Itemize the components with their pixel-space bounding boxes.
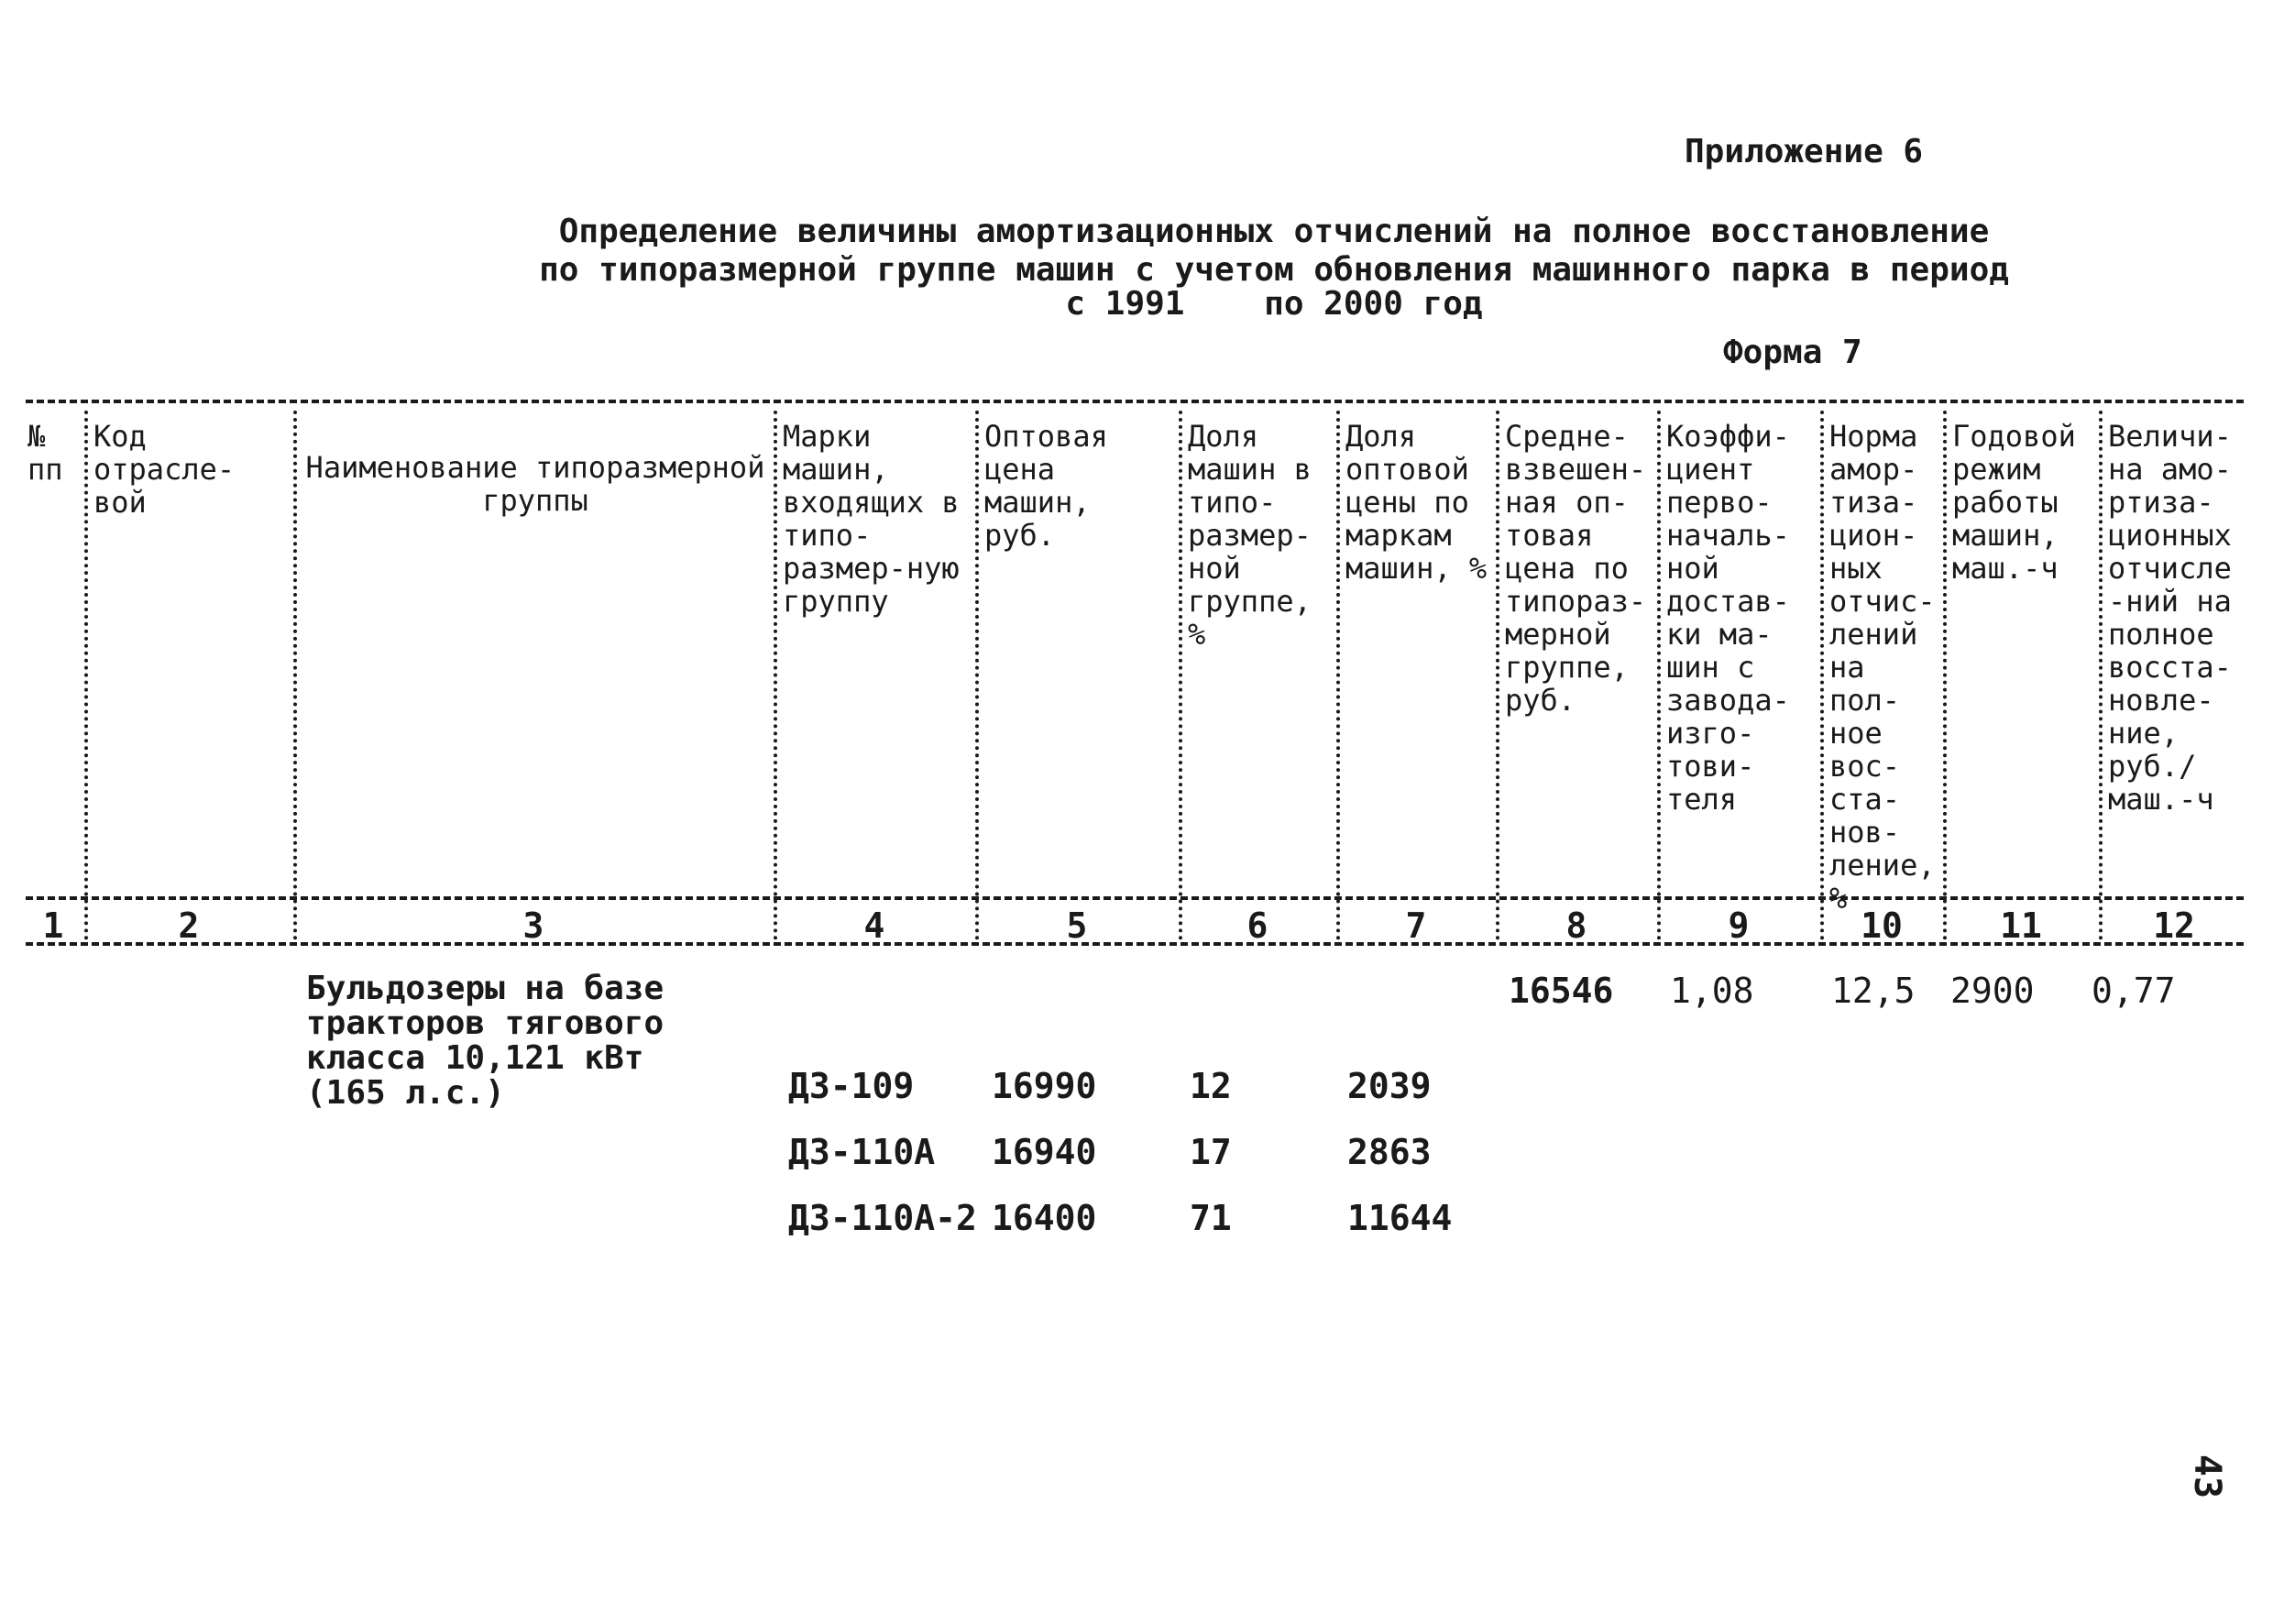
doc-title-line-1: Определение величины амортизационных отчислений на полное восстановление [558,213,1990,250]
column-number-11: 11 [2000,905,2042,946]
column-number-7: 7 [1405,905,1427,946]
machine-share: 71 [1190,1198,1232,1238]
column-separator [1496,411,1499,940]
machine-price-share: 2039 [1347,1066,1432,1106]
doc-title-line-3: с 1991 по 2000 год [1065,285,1483,323]
column-header-6: Доля машин в типо-размер-ной группе, % [1188,419,1312,652]
column-header-5: Оптовая цена машин, руб. [984,419,1108,553]
annual-hours: 2900 [1950,971,2035,1011]
column-separator [774,411,777,940]
machine-brand: ДЗ-110А [788,1132,936,1172]
column-header-2: Код отрасле-вой [93,419,236,520]
table-top-rule [26,400,2244,403]
column-separator [293,411,297,940]
machine-price: 16400 [992,1198,1097,1238]
machine-share: 12 [1190,1066,1232,1106]
column-header-11: Годовой режим работы машин, маш.-ч [1952,419,2076,586]
column-number-9: 9 [1728,905,1750,946]
column-separator [1820,411,1824,940]
doc-title-line-2: по типоразмерной группе машин с учетом обновления машинного парка в период [539,251,2009,289]
column-number-5: 5 [1066,905,1088,946]
machine-brand: ДЗ-110А-2 [788,1198,977,1238]
column-separator [84,411,88,940]
column-header-12: Величи-на амо-ртиза-ционных отчисле-ний на полное восста-новле-ние, руб./маш.-ч [2108,419,2232,817]
column-number-4: 4 [863,905,885,946]
weighted-price: 16546 [1509,971,1614,1011]
column-header-9: Коэффи-циент перво-началь-ной достав-ки ма-шин с завода-изго-тови-теля [1666,419,1790,817]
column-number-8: 8 [1565,905,1587,946]
form-label: Форма 7 [1723,334,1862,371]
delivery-coefficient: 1,08 [1670,971,1754,1011]
group-name: Бульдозеры на базе тракторов тягового класса 10,121 кВт (165 л.с.) [306,970,664,1112]
column-separator [1943,411,1947,940]
column-header-7: Доля оптовой цены по маркам машин, % [1345,419,1488,586]
machine-price-share: 11644 [1347,1198,1453,1238]
column-separator [975,411,979,940]
column-header-8: Средне-взвешен-ная оп-товая цена по типораз-мерной группе, руб. [1505,419,1647,718]
column-number-12: 12 [2153,905,2195,946]
machine-brand: ДЗ-109 [788,1066,915,1106]
column-header-10: Норма амор-тиза-цион-ных отчис-лений на пол-ное вос-ста-нов-ление, % [1829,419,1936,916]
appendix-label: Приложение 6 [1685,133,1924,170]
column-header-3: Наименование типоразмерной группы [305,450,765,518]
column-separator [2099,411,2103,940]
column-separator [1657,411,1661,940]
page-number: 43 [2186,1454,2229,1499]
amortization-rate: 12,5 [1831,971,1916,1011]
machine-price: 16990 [992,1066,1097,1106]
column-header-4: Марки машин, входящих в типо-размер-ную группу [783,419,960,619]
column-separator [1336,411,1340,940]
column-number-2: 2 [178,905,200,946]
machine-price: 16940 [992,1132,1097,1172]
column-header-1: № пп [27,419,63,487]
column-number-6: 6 [1246,905,1268,946]
column-number-1: 1 [42,905,64,946]
machine-share: 17 [1190,1132,1232,1172]
column-number-10: 10 [1861,905,1903,946]
amortization-value: 0,77 [2092,971,2176,1011]
machine-price-share: 2863 [1347,1132,1432,1172]
column-number-3: 3 [522,905,544,946]
column-separator [1179,411,1182,940]
